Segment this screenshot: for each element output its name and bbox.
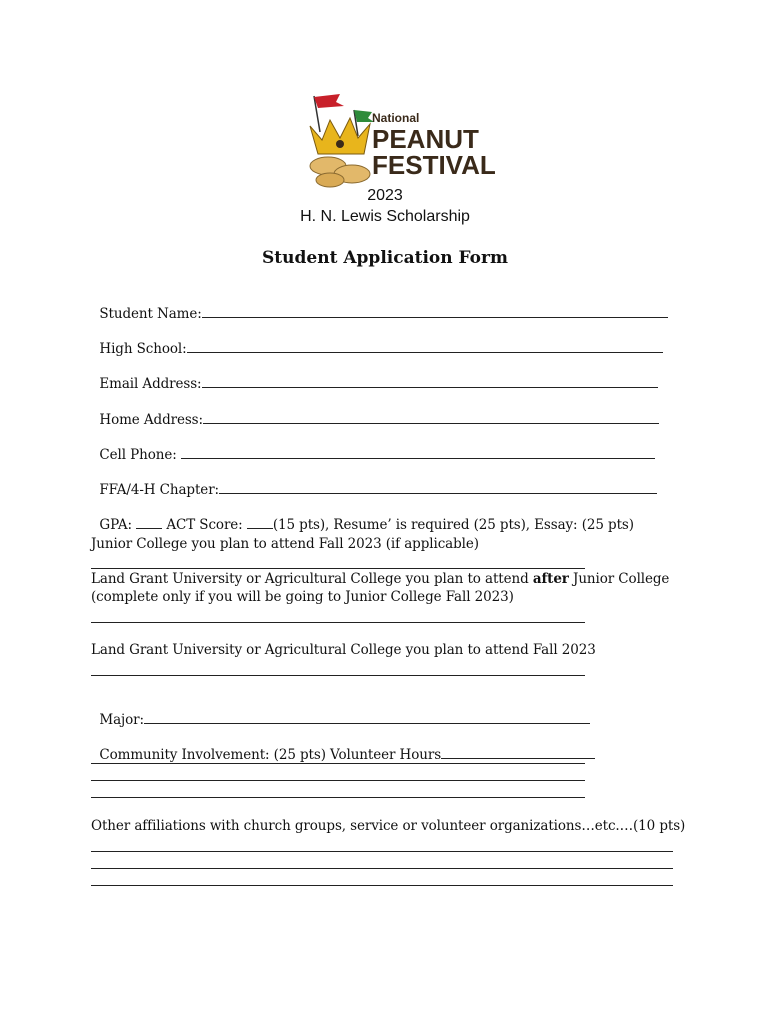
home-address-label: Home Address:: [99, 412, 203, 428]
cell-phone-label: Cell Phone:: [99, 447, 177, 463]
community-label: Community Involvement: (25 pts) Volunteer Hours: [99, 747, 442, 763]
email-field[interactable]: [202, 375, 658, 388]
affiliations-label: Other affiliations with church groups, service or volunteer organizations…etc.…(10 pts): [91, 818, 686, 834]
land-grant-after-field[interactable]: [91, 622, 585, 623]
scoring-note: (15 pts), Resume’ is required (25 pts), Essay: (25 pts): [272, 517, 634, 533]
community-row: [91, 730, 595, 763]
affiliations-line-1[interactable]: [91, 851, 673, 852]
cell-phone-row: [91, 430, 655, 463]
land-grant-after-label: [91, 571, 669, 587]
affiliations-line-3[interactable]: [91, 885, 673, 886]
student-name-label: Student Name:: [99, 306, 202, 322]
chapter-field[interactable]: [219, 481, 657, 494]
chapter-label: FFA/4-H Chapter:: [99, 482, 219, 498]
email-row: [91, 359, 658, 392]
student-name-row: [91, 289, 668, 322]
gpa-field[interactable]: [136, 516, 162, 529]
land-grant-after-text: Land Grant University or Agricultural College you plan to attend: [91, 571, 533, 587]
major-field[interactable]: [144, 711, 590, 724]
email-label: Email Address:: [99, 376, 202, 392]
act-label: ACT Score:: [166, 517, 243, 533]
high-school-field[interactable]: [187, 340, 663, 353]
high-school-row: [91, 324, 663, 357]
junior-college-label: Junior College you plan to attend Fall 2023 (if applicable): [91, 536, 479, 552]
logo-word-festival: FESTIVAL: [372, 150, 496, 180]
land-grant-after-text-end: Junior College: [568, 571, 670, 587]
major-row: [91, 695, 590, 728]
student-name-field[interactable]: [202, 305, 668, 318]
volunteer-hours-field[interactable]: [441, 746, 595, 759]
major-label: Major:: [99, 712, 144, 728]
logo-word-peanut: PEANUT: [372, 124, 479, 154]
community-line-2[interactable]: [91, 780, 585, 781]
logo-word-national: National: [372, 111, 420, 125]
junior-college-field[interactable]: [91, 568, 585, 569]
after-emphasis: after: [532, 571, 569, 587]
form-title: Student Application Form: [262, 248, 508, 268]
national-peanut-festival-logo: [300, 92, 496, 188]
chapter-row: [91, 465, 657, 498]
gpa-act-row: [91, 500, 634, 533]
land-grant-after-note: (complete only if you will be going to Junior College Fall 2023): [91, 589, 514, 605]
gpa-label: GPA:: [99, 517, 132, 533]
community-line-1[interactable]: [91, 763, 585, 764]
act-field[interactable]: [247, 516, 273, 529]
affiliations-line-2[interactable]: [91, 868, 673, 869]
home-address-field[interactable]: [203, 411, 659, 424]
high-school-label: High School:: [99, 341, 187, 357]
home-address-row: [91, 395, 659, 428]
year-heading: 2023: [367, 187, 403, 204]
scholarship-heading: H. N. Lewis Scholarship: [300, 208, 470, 225]
community-line-3[interactable]: [91, 797, 585, 798]
land-grant-fall-label: Land Grant University or Agricultural College you plan to attend Fall 2023: [91, 642, 596, 658]
land-grant-fall-field[interactable]: [91, 675, 585, 676]
cell-phone-field[interactable]: [181, 446, 655, 459]
